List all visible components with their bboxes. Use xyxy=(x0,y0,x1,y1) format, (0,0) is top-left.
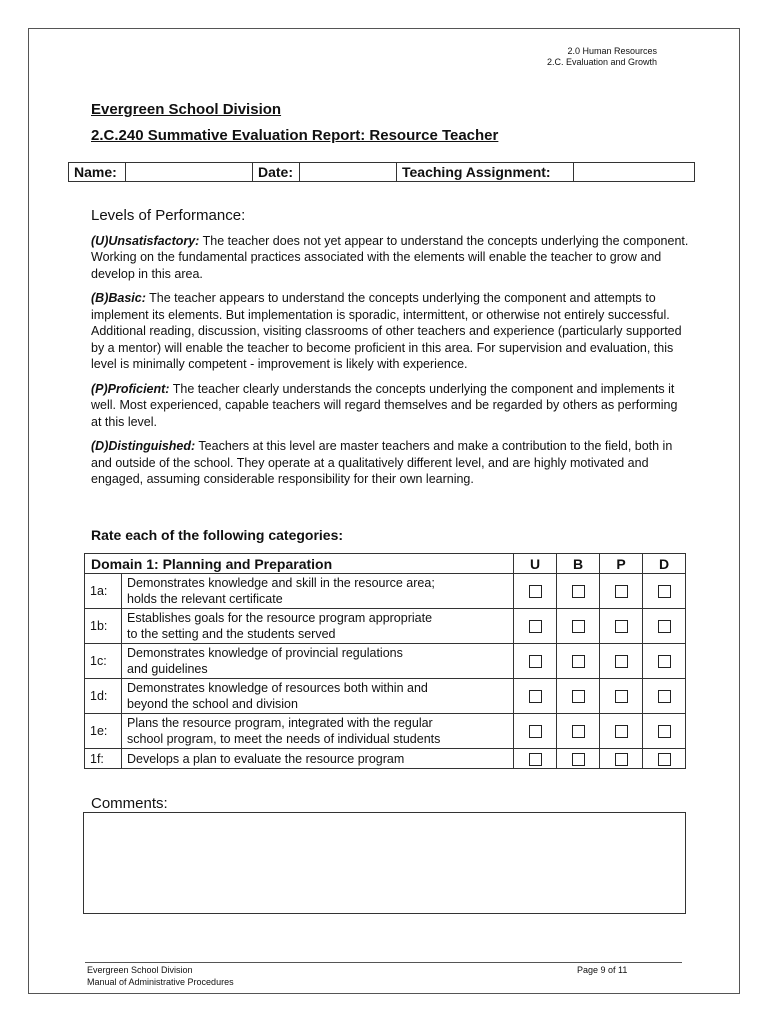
row-code: 1d: xyxy=(85,679,122,714)
rating-row-1b xyxy=(85,609,686,644)
level-description: Teachers at this level are master teachers and make a contribution to the field, both in and outside of the school. They operate at a qualitatively different level, and are highly motivated and engaged, assuming considerable responsibility for their own learning. xyxy=(91,439,673,486)
checkbox-1b-b[interactable] xyxy=(572,620,585,633)
checkbox-1a-d[interactable] xyxy=(658,585,671,598)
info-table xyxy=(68,162,695,182)
checkbox-1b-d[interactable] xyxy=(658,620,671,633)
level-distinguished xyxy=(91,438,689,488)
checkbox-1f-u[interactable] xyxy=(529,753,542,766)
row-description-line1: Demonstrates knowledge of provincial regulations xyxy=(127,646,403,660)
footer-organization: Evergreen School Division xyxy=(87,965,193,975)
level-unsatisfactory xyxy=(91,233,689,283)
rating-row-1c xyxy=(85,644,686,679)
checkbox-1c-u[interactable] xyxy=(529,655,542,668)
row-description-line2: school program, to meet the needs of individual students xyxy=(127,732,441,746)
checkbox-1f-p[interactable] xyxy=(615,753,628,766)
date-field[interactable] xyxy=(300,163,397,182)
checkbox-1d-p[interactable] xyxy=(615,690,628,703)
row-description xyxy=(122,609,514,644)
section-header xyxy=(547,46,657,68)
row-description xyxy=(122,574,514,609)
row-description-line1: Demonstrates knowledge of resources both within and xyxy=(127,681,428,695)
column-header-p: P xyxy=(600,554,643,574)
row-code: 1c: xyxy=(85,644,122,679)
checkbox-1a-p[interactable] xyxy=(615,585,628,598)
row-description-line2: holds the relevant certificate xyxy=(127,592,283,606)
row-description xyxy=(122,644,514,679)
checkbox-1c-b[interactable] xyxy=(572,655,585,668)
row-description xyxy=(122,679,514,714)
row-description xyxy=(122,749,514,769)
name-field[interactable] xyxy=(126,163,253,182)
row-description-line2: to the setting and the students served xyxy=(127,627,336,641)
levels-heading: Levels of Performance: xyxy=(91,207,246,224)
checkbox-1a-b[interactable] xyxy=(572,585,585,598)
column-header-b: B xyxy=(557,554,600,574)
row-description-line1: Develops a plan to evaluate the resource program xyxy=(127,751,405,766)
level-term: (U)Unsatisfactory: xyxy=(91,233,200,248)
checkbox-1d-u[interactable] xyxy=(529,690,542,703)
rate-heading: Rate each of the following categories: xyxy=(91,527,344,543)
levels-of-performance xyxy=(91,208,689,496)
teaching-assignment-field[interactable] xyxy=(574,163,695,182)
checkbox-1d-b[interactable] xyxy=(572,690,585,703)
teaching-assignment-label: Teaching Assignment: xyxy=(397,163,574,182)
checkbox-1c-p[interactable] xyxy=(615,655,628,668)
checkbox-1c-d[interactable] xyxy=(658,655,671,668)
rating-row-1f xyxy=(85,749,686,769)
checkbox-1e-u[interactable] xyxy=(529,725,542,738)
level-description: The teacher appears to understand the concepts underlying the component and attempts to implement its elements. But implementation is sporadic, intermittent, or otherwise not entirely successful. Additional reading, discussion, visiting classrooms of other teachers and experience (particularly supported by a mentor) will enable the teacher to become proficient in this area. For supervision and evaluation, this level is minimally competent - improvement is likely with experience. xyxy=(91,291,682,371)
level-proficient xyxy=(91,381,689,431)
row-description-line2: and guidelines xyxy=(127,662,208,676)
row-description xyxy=(122,714,514,749)
document-title: 2.C.240 Summative Evaluation Report: Resource Teacher xyxy=(91,127,499,144)
row-description-line1: Establishes goals for the resource program appropriate xyxy=(127,611,433,625)
rating-row-1e xyxy=(85,714,686,749)
level-description: The teacher clearly understands the concepts underlying the component and implements it well. Most experienced, capable teachers will regard themselves and be regarded by others as performing at this level. xyxy=(91,381,678,429)
comments-label: Comments: xyxy=(91,795,168,812)
level-basic xyxy=(91,290,689,373)
row-code: 1e: xyxy=(85,714,122,749)
organization-heading: Evergreen School Division xyxy=(91,101,282,118)
checkbox-1e-d[interactable] xyxy=(658,725,671,738)
rating-header-row xyxy=(85,554,686,574)
checkbox-1b-p[interactable] xyxy=(615,620,628,633)
footer-divider xyxy=(85,962,682,963)
footer-left xyxy=(87,964,234,988)
date-label: Date: xyxy=(253,163,300,182)
level-term: (B)Basic: xyxy=(91,291,146,305)
row-description-line1: Demonstrates knowledge and skill in the resource area; xyxy=(127,576,435,590)
page-number: Page 9 of 11 xyxy=(577,965,628,975)
row-description-line2: beyond the school and division xyxy=(127,697,298,711)
checkbox-1e-b[interactable] xyxy=(572,725,585,738)
name-label: Name: xyxy=(69,163,126,182)
checkbox-1a-u[interactable] xyxy=(529,585,542,598)
footer-manual: Manual of Administrative Procedures xyxy=(87,977,234,987)
level-term: (D)Distinguished: xyxy=(91,439,196,453)
row-code: 1f: xyxy=(85,749,122,769)
checkbox-1b-u[interactable] xyxy=(529,620,542,633)
domain-title: Domain 1: Planning and Preparation xyxy=(85,554,514,574)
rating-table xyxy=(84,553,686,769)
rating-row-1d xyxy=(85,679,686,714)
row-code: 1b: xyxy=(85,609,122,644)
column-header-d: D xyxy=(643,554,686,574)
checkbox-1f-b[interactable] xyxy=(572,753,585,766)
section-header-line2: 2.C. Evaluation and Growth xyxy=(546,57,657,67)
rating-row-1a xyxy=(85,574,686,609)
level-description: The teacher does not yet appear to understand the concepts underlying the component. Working on the fundamental practices associated with the elements will enable the teacher to grow and develop in this area. xyxy=(91,233,689,281)
column-header-u: U xyxy=(514,554,557,574)
comments-field[interactable] xyxy=(83,812,686,914)
row-description-line1: Plans the resource program, integrated with the regular xyxy=(127,716,433,730)
level-term: (P)Proficient: xyxy=(91,381,170,396)
checkbox-1d-d[interactable] xyxy=(658,690,671,703)
checkbox-1e-p[interactable] xyxy=(615,725,628,738)
section-header-line1: 2.0 Human Resources xyxy=(567,46,657,56)
checkbox-1f-d[interactable] xyxy=(658,753,671,766)
row-code: 1a: xyxy=(85,574,122,609)
